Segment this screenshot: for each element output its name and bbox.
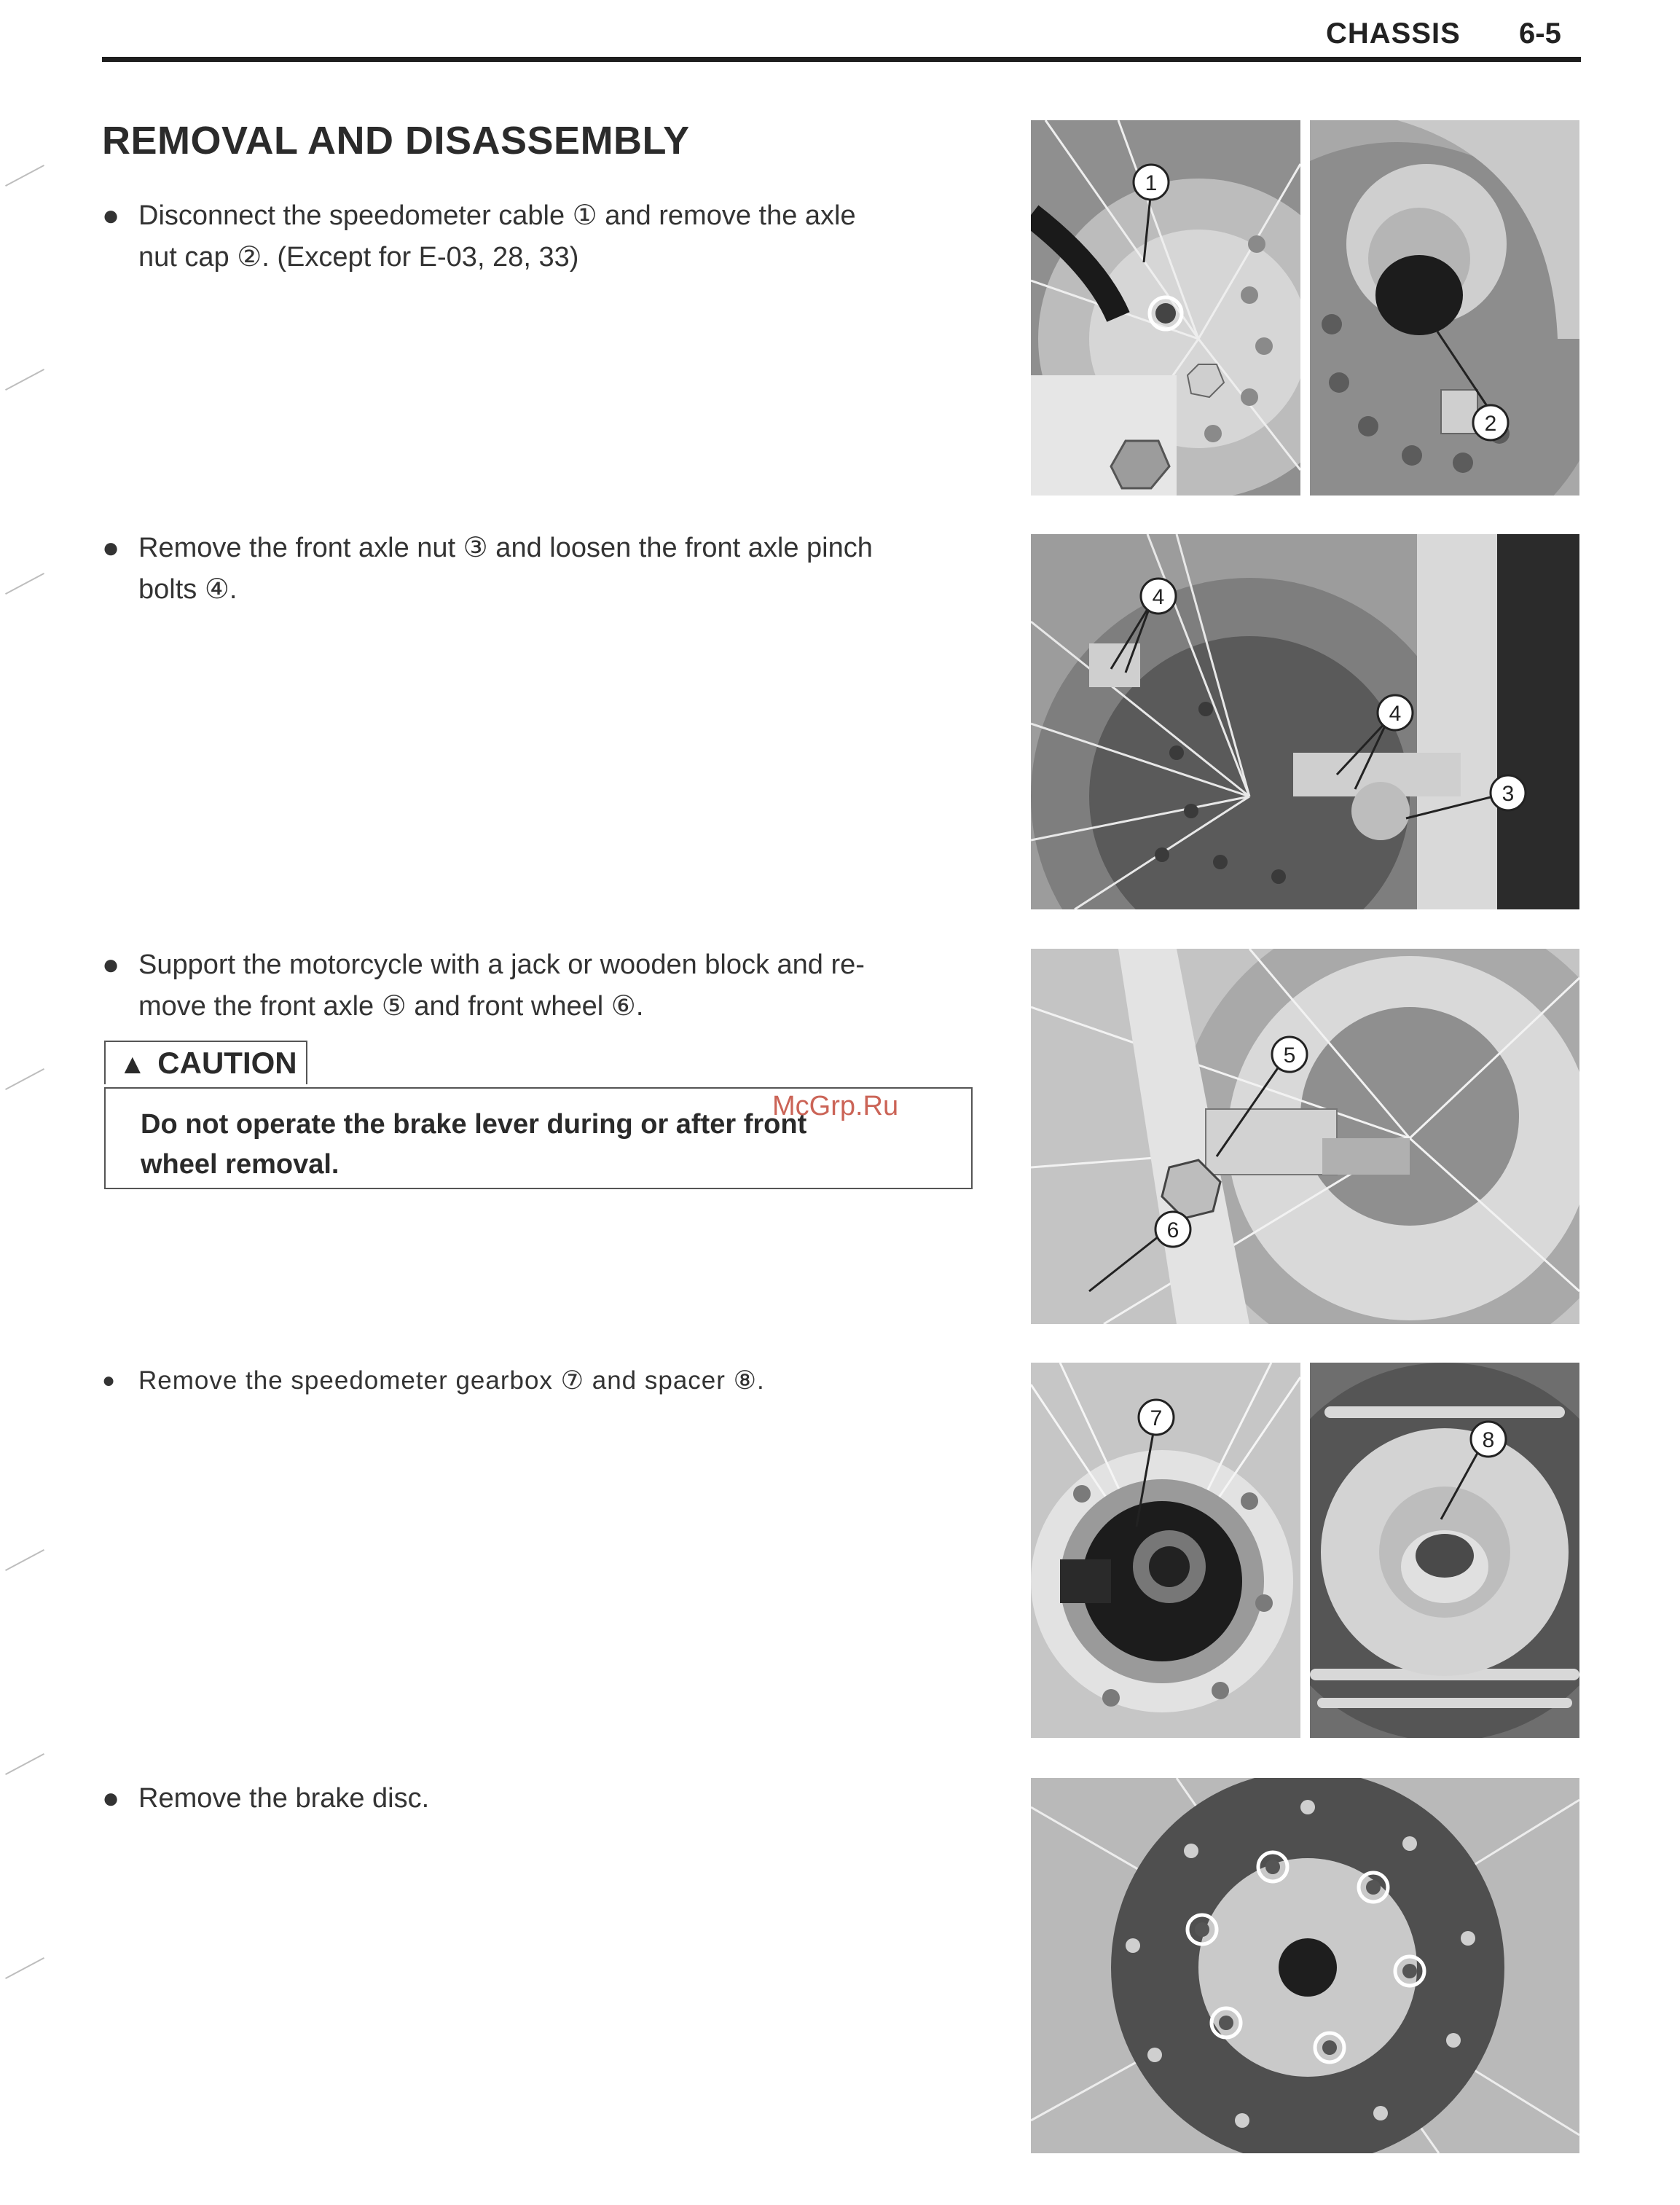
photo-spacer xyxy=(1310,1363,1579,1738)
gutter-mark xyxy=(5,1549,44,1571)
step-5 xyxy=(102,1778,976,1820)
callout-1: 1 xyxy=(1145,171,1158,195)
caution-label-text: CAUTION xyxy=(157,1046,297,1080)
page-title: REMOVAL AND DISASSEMBLY xyxy=(102,119,690,162)
step-5-line-1: Remove the brake disc. xyxy=(138,1783,430,1814)
bullet-icon: ● xyxy=(102,1782,120,1814)
step-2-line-1: Remove the front axle nut ③ and loosen the front axle pinch xyxy=(138,533,873,563)
callout-6: 6 xyxy=(1166,1218,1179,1242)
step-3-line-1: Support the motorcycle with a jack or wooden block and re- xyxy=(138,949,865,980)
watermark: McGrp.Ru xyxy=(772,1091,899,1121)
gutter-mark xyxy=(5,1957,44,1979)
photo-axle-nut-cap xyxy=(1310,120,1579,496)
gutter-mark xyxy=(5,1068,44,1090)
callout-4a: 4 xyxy=(1152,585,1165,609)
gutter-mark xyxy=(5,1753,44,1775)
step-1-line-1: Disconnect the speedometer cable ① and remove the axle xyxy=(138,200,856,231)
page-number: 6-5 xyxy=(1519,17,1561,50)
caution-line-1: Do not operate the brake lever during or after front xyxy=(141,1109,807,1140)
gutter-mark xyxy=(5,573,44,595)
photo-speedometer-cable xyxy=(1031,120,1300,496)
callout-2: 2 xyxy=(1484,412,1497,436)
gutter-mark xyxy=(5,369,44,391)
step-1 xyxy=(102,195,976,278)
bullet-icon: ● xyxy=(102,200,120,232)
step-4-line-1: Remove the speedometer gearbox ⑦ and spacer ⑧. xyxy=(138,1366,765,1395)
header-section: CHASSIS xyxy=(1326,17,1461,50)
step-2-line-2: bolts ④. xyxy=(138,574,238,605)
step-1-line-2: nut cap ②. (Except for E-03, 28, 33) xyxy=(138,242,579,273)
callout-5: 5 xyxy=(1283,1043,1296,1068)
step-3-line-2: move the front axle ⑤ and front wheel ⑥. xyxy=(138,991,644,1022)
photo-axle-nut-pinch-bolts xyxy=(1031,534,1579,909)
photo-brake-disc xyxy=(1031,1778,1579,2153)
callout-4b: 4 xyxy=(1389,702,1402,726)
callout-7: 7 xyxy=(1150,1406,1163,1430)
photo-front-axle-removal xyxy=(1031,949,1579,1324)
photo-speedometer-gearbox xyxy=(1031,1363,1300,1738)
warning-triangle-icon: ▲ xyxy=(119,1049,146,1080)
callout-3: 3 xyxy=(1502,782,1515,806)
callout-8: 8 xyxy=(1482,1428,1495,1452)
step-2 xyxy=(102,528,976,611)
header-rule xyxy=(102,57,1581,62)
bullet-icon: ● xyxy=(102,949,120,981)
bullet-icon: ● xyxy=(102,532,120,564)
caution-label xyxy=(104,1041,307,1084)
caution-line-2: wheel removal. xyxy=(141,1149,339,1180)
gutter-mark xyxy=(5,165,44,187)
step-3 xyxy=(102,944,976,1027)
step-4 xyxy=(102,1360,976,1401)
bullet-icon: ● xyxy=(102,1368,116,1393)
